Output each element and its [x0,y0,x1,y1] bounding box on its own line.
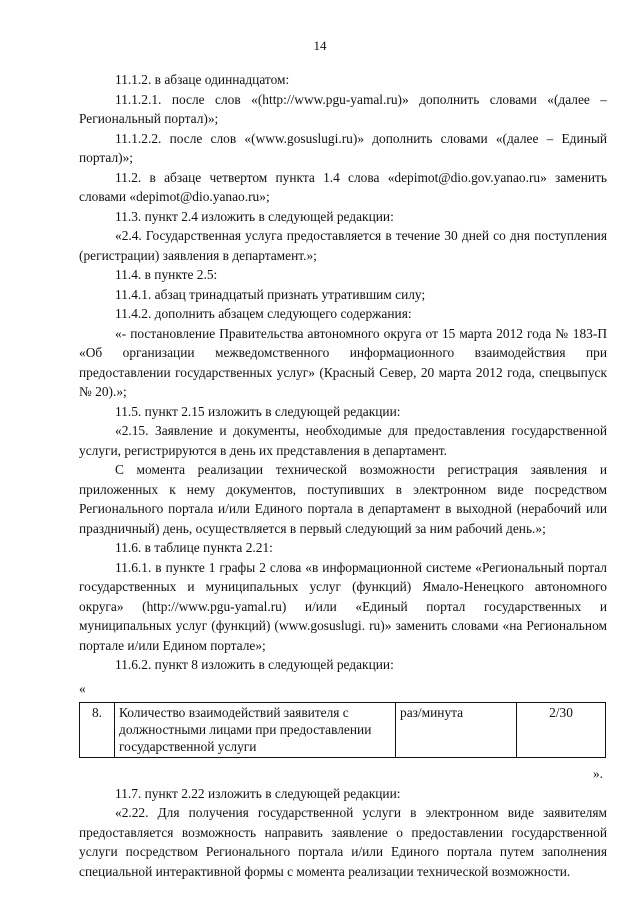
row-description-cell: Количество взаимодействий заявителя с должностными лицами при предоставлении государственной услуги [115,703,396,758]
paragraph: «- постановление Правительства автономного округа от 15 марта 2012 года № 183-П «Об организации межведомственного информационного взаимодействия при предоставлении государственных услуг» (Красный Север, 20 марта 2012 года, спецвыпуск № 20).»; [79,325,607,399]
open-quote: « [79,680,86,696]
page-number: 14 [313,38,327,53]
paragraph: «2.15. Заявление и документы, необходимые для предоставления государственной услуги, регистрируются в день их представления в департамент. [79,423,607,458]
close-quote: ». [592,766,603,781]
paragraph: С момента реализации технической возможности регистрация заявления и приложенных к нему документов, поступивших в электронном виде посредством Регионального портала и/или Единого портала в департамент в выходной (нерабочий или праздничный) день, осуществляется в первый следующий за ним рабочий день.»; [79,462,607,536]
paragraph: «2.4. Государственная услуга предоставляется в течение 30 дней со дня поступления (регистрации) заявления в департамент.»; [79,228,607,263]
paragraph: 11.1.2.2. после слов «(www.gosuslugi.ru)» дополнить словами «(далее – Единый портал)»; [79,130,607,165]
paragraph: «2.22. Для получения государственной услуги в электронном виде заявителям предоставляется возможность направить заявление о предоставлении государственной услуги посредством Регионального портала и/или Единого портала путем заполнения специальной интерактивной формы с момента реализации технической возможности. [79,805,607,879]
paragraph: 11.1.2.1. после слов «(http://www.pgu-yamal.ru)» дополнить словами «(далее – Региональный портал)»; [79,91,607,126]
row-number-cell: 8. [80,703,115,758]
paragraph: 11.1.2. в абзаце одиннадцатом: [115,72,290,87]
paragraph: 11.4.2. дополнить абзацем следующего содержания: [115,306,412,321]
paragraph: 11.3. пункт 2.4 изложить в следующей редакции: [115,208,394,224]
paragraph: 11.2. в абзаце четвертом пункта 1.4 слова «depimot@dio.gov.yanao.ru» заменить словами «depimot@dio.yanao.ru»; [79,169,607,204]
paragraph: 11.6.2. пункт 8 изложить в следующей редакции: [115,657,394,672]
paragraph: 11.6. в таблице пункта 2.21: [115,540,273,555]
table-row [80,703,606,758]
row-value-cell: 2/30 [517,703,606,758]
paragraph: 11.7. пункт 2.22 изложить в следующей редакции: [115,785,401,801]
paragraph: 11.4.1. абзац тринадцатый признать утратившим силу; [115,286,426,302]
row-unit-cell: раз/минута [396,703,517,758]
indicator-table [79,702,606,758]
paragraph: 11.6.1. в пункте 1 графы 2 слова «в информационной системе «Региональный портал государственных и муниципальных услуг (функций) Ямало-Ненецкого автономного округа» (http://www.pgu-yamal.ru) и/или «Единый портал государственных и муниципальных услуг (функций) (www.gosuslugi. ru)» заменить словами «на Региональном портале и/или Едином портале»; [79,559,607,653]
document-body [79,70,607,881]
paragraph: 11.4. в пункте 2.5: [115,267,218,282]
paragraph: 11.5. пункт 2.15 изложить в следующей редакции: [115,403,401,419]
